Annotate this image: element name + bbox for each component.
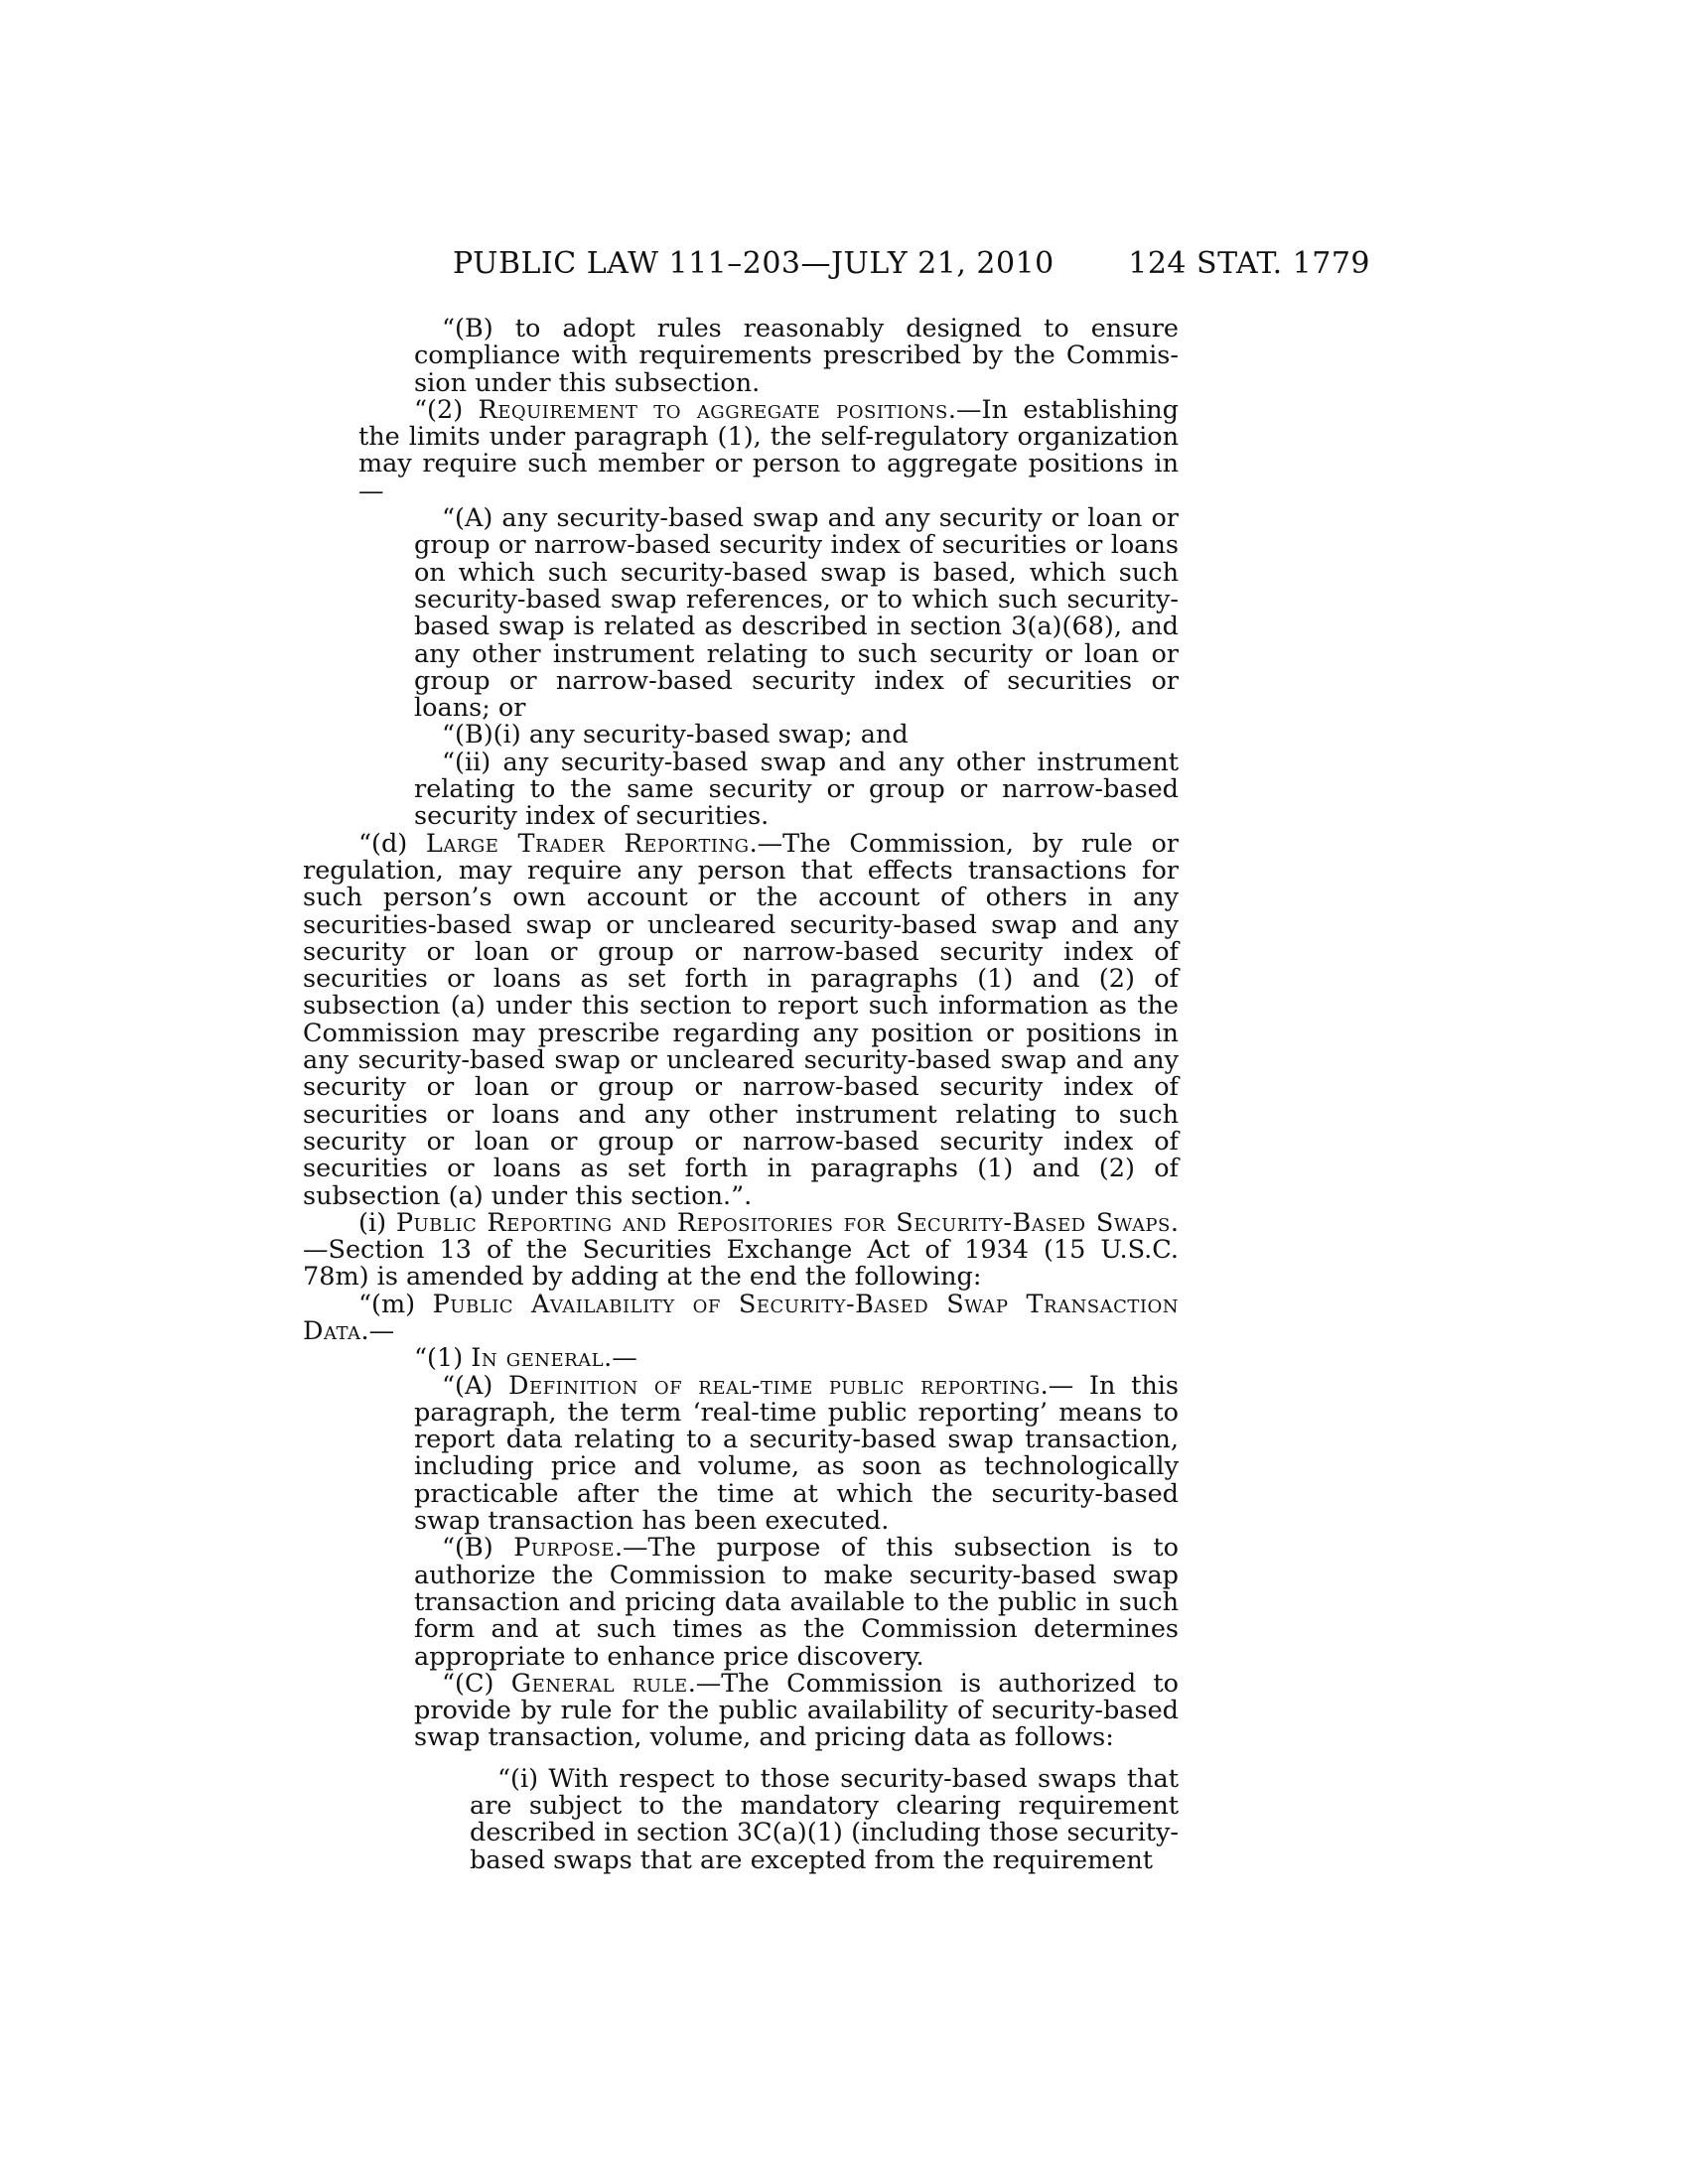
paragraph: “(i) With respect to those security-based swaps that are subject to the mandatory clearing requirement described in section 3C(a)(1) (including those security-based swaps that are excepted from the requirement [470, 1763, 1179, 1875]
header-title: PUBLIC LAW 111–203—JULY 21, 2010 [453, 246, 1055, 281]
paragraph: “(C) General rule.—The Commission is authorized to provide by rule for the public availability of security-based swap transaction, volume, and pricing data as follows: [414, 1668, 1179, 1753]
paragraph: “(B) to adopt rules reasonably designed to ensure compliance with requirements prescribed by the Commission under this subsection. [414, 314, 1179, 398]
section-heading: Definition of real-time public reporting [508, 1370, 1041, 1401]
paragraph: “(2) Requirement to aggregate positions.—In establishing the limits under paragraph (1), the self-regulatory organization may require such member or person to aggregate positions in— [358, 394, 1180, 506]
paragraph: “(B)(i) any security-based swap; and [442, 720, 909, 751]
paragraph: “(A) any security-based swap and any security or loan or group or narrow-based security index of securities or loans on which such security-based swap is based, which such security-based swap references, or to which such security-based swap is related as described in section 3(a)(68), and any other instrument relating to such security or loan or group or narrow-based security index of securities or loans; or [414, 503, 1179, 724]
section-heading: General rule [510, 1668, 688, 1699]
paragraph: “(A) Definition of real-time public reporting.— In this paragraph, the term ‘real-time public reporting’ means to report data relating to a security-based swap transaction, including price and volume, as soon as technologically practicable after the time at which the security-based swap transaction has been executed. [414, 1370, 1179, 1537]
section-heading: Public Availability of Security-Based Swap Transaction Data [303, 1289, 1179, 1346]
section-heading: Requirement to aggregate positions [478, 394, 948, 425]
section-heading: Public Reporting and Repositories for Security-Based Swaps [395, 1207, 1171, 1238]
paragraph: (i) Public Reporting and Repositories for Security-Based Swaps.—Section 13 of the Securities Exchange Act of 1934 (15 U.S.C. 78m) is amended by adding at the end the following: [303, 1207, 1179, 1293]
section-heading: Large Trader Reporting [425, 828, 750, 859]
page-header [298, 246, 1370, 286]
paragraph: “(1) In general.— [414, 1343, 637, 1374]
document-body [303, 316, 1179, 1874]
statute-page-number: 124 STAT. 1779 [1128, 246, 1370, 281]
paragraph: “(B) Purpose.—The purpose of this subsection is to authorize the Commission to make security-based swap transaction and pricing data available to the public in such form and at such times as the Commission determines appropriate to enhance price discovery. [414, 1533, 1179, 1672]
paragraph: “(m) Public Availability of Security-Based Swap Transaction Data.— [303, 1289, 1179, 1346]
section-heading: In general [471, 1343, 605, 1374]
section-heading: Purpose [513, 1533, 615, 1564]
paragraph: “(d) Large Trader Reporting.—The Commission, by rule or regulation, may require any person that effects transactions for such person’s own account or the account of others in any securities-based swap or uncleared security-based swap and any security or loan or group or narrow-based security index of securities or loans as set forth in paragraphs (1) and (2) of subsection (a) under this section to report such information as the Commission may prescribe regarding any position or positions in any security-based swap or uncleared security-based swap and any security or loan or group or narrow-based security index of securities or loans and any other instrument relating to such security or loan or group or narrow-based security index of securities or loans as set forth in paragraphs (1) and (2) of subsection (a) under this section.”. [303, 828, 1179, 1211]
paragraph: “(ii) any security-based swap and any other instrument relating to the same security or group or narrow-based security index of securities. [414, 747, 1179, 832]
